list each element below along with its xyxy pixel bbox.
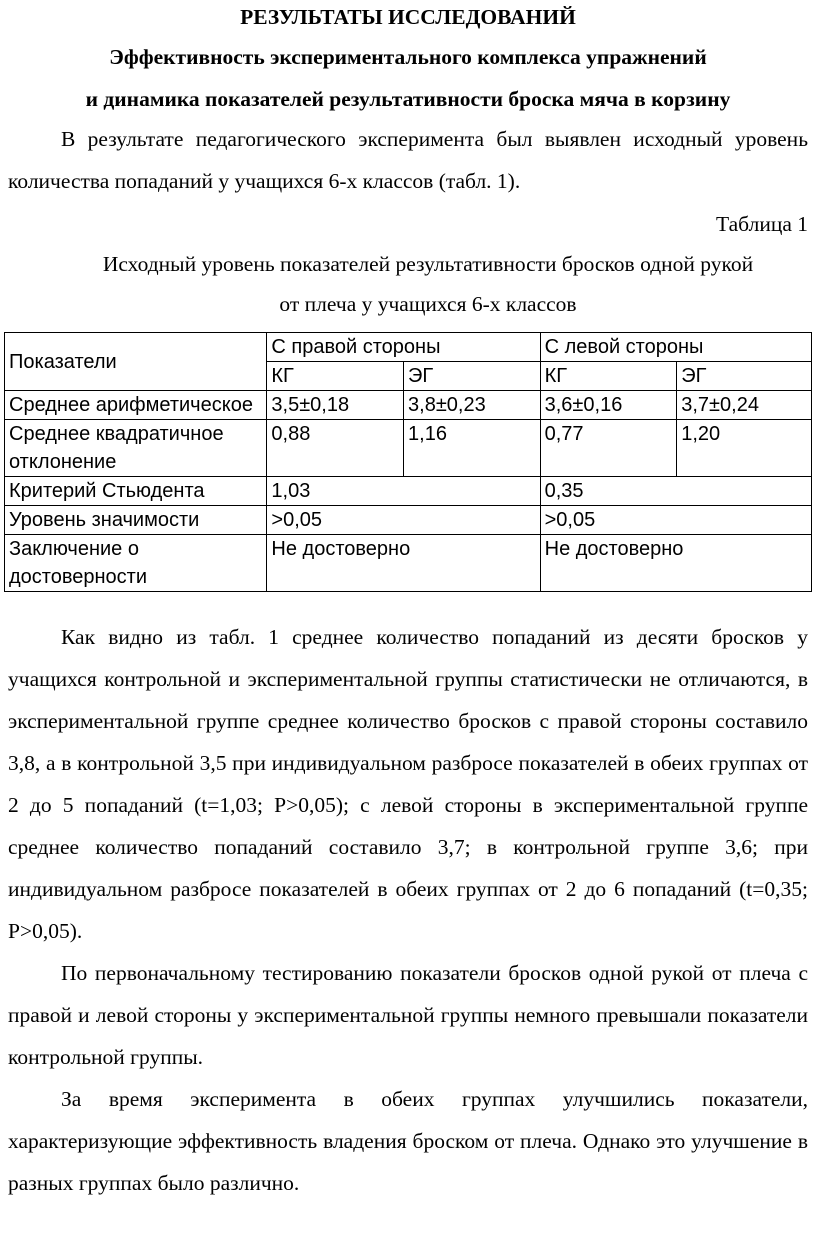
row-label: Уровень значимости: [5, 506, 267, 535]
header-indicators: Показатели: [5, 333, 267, 391]
row-label: Среднее арифметическое: [5, 391, 267, 420]
results-table: [4, 332, 812, 592]
body-paragraph: За время эксперимента в обеих группах улучшились показатели, характеризующие эффективность владения броском от плеча. Однако это улучшение в разных группах было различно.: [8, 1087, 808, 1195]
cell-right-kg: 0,88: [267, 420, 404, 477]
document-page: [8, 0, 808, 1204]
row-label: Заключение о достоверности: [5, 535, 267, 592]
table-caption-line-2: от плеча у учащихся 6-х классов: [279, 292, 577, 316]
table-caption-line-1: Исходный уровень показателей результативности бросков одной рукой: [102, 252, 754, 276]
cell-left-eg: 1,20: [677, 420, 812, 477]
row-label: Критерий Стьюдента: [5, 477, 267, 506]
header-left-eg: ЭГ: [677, 362, 812, 391]
header-right-eg: ЭГ: [404, 362, 541, 391]
cell-right-eg: 1,16: [404, 420, 541, 477]
table-row: [5, 535, 812, 592]
cell-left-kg: 3,6±0,16: [540, 391, 677, 420]
header-right-side: С правой стороны: [267, 333, 540, 362]
table-row: [5, 420, 812, 477]
cell-conclusion-left: Не достоверно: [540, 535, 811, 592]
intro-paragraph: В результате педагогического эксперимента был выявлен исходный уровень количества попаданий у учащихся 6-х классов (табл. 1).: [8, 127, 808, 193]
header-right-kg: КГ: [267, 362, 404, 391]
table-number: Таблица 1: [716, 212, 808, 236]
row-label: Среднее квадратичное отклонение: [5, 420, 267, 477]
cell-student-right: 1,03: [267, 477, 540, 506]
section-heading: РЕЗУЛЬТАТЫ ИССЛЕДОВАНИЙ: [240, 5, 576, 29]
subheading-line-2: и динамика показателей результативности броска мяча в корзину: [85, 87, 731, 111]
cell-conclusion-right: Не достоверно: [267, 535, 540, 592]
table-row: [5, 506, 812, 535]
cell-significance-right: >0,05: [267, 506, 540, 535]
cell-left-kg: 0,77: [540, 420, 677, 477]
body-paragraph: По первоначальному тестированию показатели бросков одной рукой от плеча с правой и левой стороны у экспериментальной группы немного превышали показатели контрольной группы.: [8, 961, 808, 1069]
header-left-side: С левой стороны: [540, 333, 811, 362]
header-left-kg: КГ: [540, 362, 677, 391]
table-row: [5, 477, 812, 506]
cell-right-kg: 3,5±0,18: [267, 391, 404, 420]
cell-left-eg: 3,7±0,24: [677, 391, 812, 420]
subheading-line-1: Эффективность экспериментального комплекса упражнений: [109, 45, 707, 69]
cell-student-left: 0,35: [540, 477, 811, 506]
cell-right-eg: 3,8±0,23: [404, 391, 541, 420]
cell-significance-left: >0,05: [540, 506, 811, 535]
table-header-row: [5, 333, 812, 362]
table-row: [5, 391, 812, 420]
body-paragraph: Как видно из табл. 1 среднее количество попаданий из десяти бросков у учащихся контрольной и экспериментальной группы статистически не отличаются, в экспериментальной группе среднее количество бросков с правой стороны составило 3,8, а в контрольной 3,5 при индивидуальном разбросе показателей в обеих группах от 2 до 5 попаданий (t=1,03; P>0,05); с левой стороны в экспериментальной группе среднее количество попаданий составило 3,7; в контрольной группе 3,6; при индивидуальном разбросе показателей в обеих группах от 2 до 6 попаданий (t=0,35; P>0,05).: [8, 625, 808, 943]
